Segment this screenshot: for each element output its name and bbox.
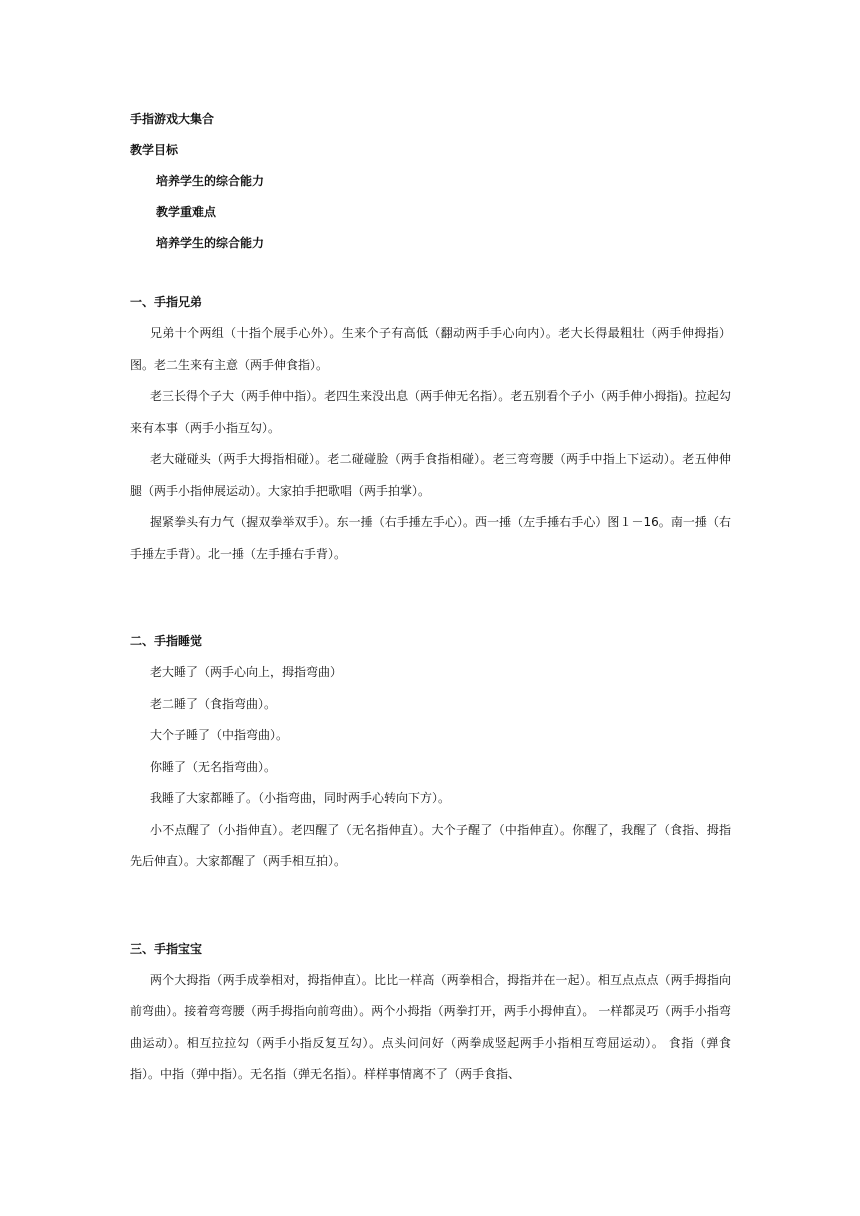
section-heading: 三、手指宝宝 bbox=[130, 941, 203, 956]
spacer bbox=[130, 570, 731, 626]
section-finger-sleep bbox=[130, 626, 731, 878]
paragraph: 大个子睡了（中指弯曲）。 bbox=[150, 728, 289, 742]
paragraph: 兄弟十个两组（十指个展手心外）。生来个子有高低（翻动两手手心向内）。老大长得最粗壮（两手伸拇指）图。老二生来有主意（两手伸食指）。 bbox=[130, 326, 731, 372]
paragraph: 老三长得个子大（两手伸中指）。老四生来没出息（两手伸无名指）。老五别看个子小（两手伸小拇指)。拉起勾来有本事（两手小指互勾）。 bbox=[130, 389, 731, 435]
section-heading: 二、手指睡觉 bbox=[130, 634, 203, 648]
spacer bbox=[130, 878, 731, 934]
paragraph: 小不点醒了（小指伸直）。老四醒了（无名指伸直）。大个子醒了（中指伸直）。你醒了，我醒了（食指、拇指先后伸直）。大家都醒了（两手相互拍）。 bbox=[130, 822, 731, 868]
section-finger-brothers bbox=[130, 287, 731, 570]
paragraph: 老大碰碰头（两手大拇指相碰）。老二碰碰脸（两手食指相碰）。老三弯弯腰（两手中指上下运动）。老五伸伸腿（两手小指伸展运动）。大家拍手把歌唱（两手拍掌）。 bbox=[130, 452, 731, 498]
paragraph: 老二睡了（食指弯曲）。 bbox=[150, 696, 277, 711]
document-title: 手指游戏大集合 bbox=[130, 112, 215, 126]
document-page bbox=[130, 104, 731, 1091]
paragraph: 两个大拇指（两手成拳相对，拇指伸直）。比比一样高（两拳相合，拇指并在一起）。相互点点点（两手拇指向前弯曲）。接着弯弯腰（两手拇指向前弯曲）。两个小拇指（两拳打开，两手小拇伸直）。 一样都灵巧（两手小指弯曲运动）。相互拉拉勾（两手小指反复互勾）。点头问问好（两拳成竖起两手小指相互弯屈运动）。 食指（弹食指）。中指（弹中指）。无名指（弹无名指）。样样事情离不了（两手食指、 bbox=[130, 972, 731, 1081]
goal-text: 培养学生的综合能力 bbox=[156, 174, 265, 188]
difficulty-text: 培养学生的综合能力 bbox=[156, 236, 265, 250]
paragraph: 握紧拳头有力气（握双拳举双手）。东一捶（右手捶左手心）。西一捶（左手捶右手心）图１－16。南一捶（右手捶左手背）。北一捶（左手捶右手背）。 bbox=[130, 515, 731, 561]
paragraph: 我睡了大家都睡了。（小指弯曲，同时两手心转向下方）。 bbox=[150, 791, 451, 805]
goal-heading: 教学目标 bbox=[130, 143, 179, 157]
paragraph: 你睡了（无名指弯曲）。 bbox=[150, 759, 277, 774]
difficulty-heading: 教学重难点 bbox=[156, 205, 217, 219]
spacer bbox=[130, 259, 731, 287]
paragraph: 老大睡了（两手心向上，拇指弯曲） bbox=[150, 665, 343, 679]
section-finger-babies bbox=[130, 934, 731, 1091]
section-heading: 一、手指兄弟 bbox=[130, 295, 203, 309]
